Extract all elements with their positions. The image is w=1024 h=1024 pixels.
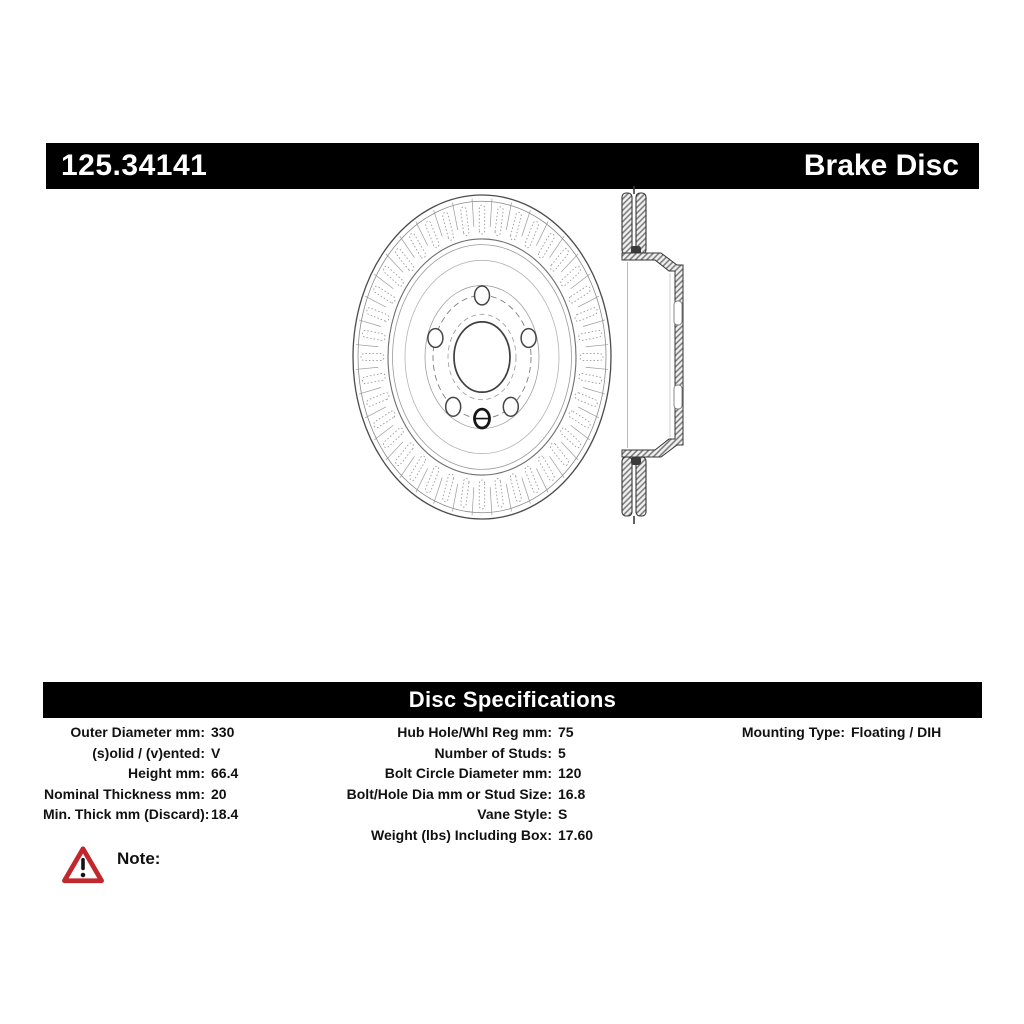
spec-value: 20 (211, 785, 227, 802)
header-bar (46, 143, 979, 189)
spec-row (335, 804, 593, 825)
spec-row (335, 825, 593, 846)
part-number: 125.34141 (61, 149, 208, 182)
spec-value: 18.4 (211, 806, 239, 823)
warning-triangle-icon (61, 845, 105, 885)
spec-label: Height mm: (128, 765, 205, 782)
spec-row (335, 784, 593, 805)
spec-value: S (558, 806, 568, 823)
spec-value: 120 (558, 765, 582, 782)
spec-row (335, 763, 593, 784)
spec-row (335, 743, 593, 764)
spec-column-type (690, 722, 941, 743)
spec-column-mounting (335, 722, 593, 846)
spec-row (335, 722, 593, 743)
spec-row (43, 743, 238, 764)
spec-section-title-bar (43, 682, 982, 718)
spec-section-title: Disc Specifications (408, 687, 617, 712)
spec-label: Bolt Circle Diameter mm: (384, 765, 552, 782)
spec-row (43, 722, 238, 743)
spec-value: 17.60 (558, 826, 594, 843)
spec-value: 66.4 (211, 765, 239, 782)
spec-label: (s)olid / (v)ented: (92, 744, 205, 761)
note-label: Note: (117, 849, 161, 868)
spec-row (43, 784, 238, 805)
spec-label: Nominal Thickness mm: (43, 785, 205, 802)
product-name: Brake Disc (803, 149, 959, 182)
spec-value: 16.8 (558, 785, 586, 802)
spec-label: Vane Style: (477, 806, 552, 823)
spec-value: 330 (211, 724, 235, 740)
spec-label: Number of Studs: (434, 744, 552, 761)
spec-row (43, 763, 238, 784)
spec-label: Outer Diameter mm: (70, 724, 205, 740)
spec-column-dimensions (43, 722, 238, 825)
spec-value: Floating / DIH (851, 724, 942, 740)
brake-disc-cross-section (622, 186, 683, 524)
spec-value: V (211, 744, 221, 761)
brake-disc-front-view (353, 195, 611, 519)
spec-label: Min. Thick mm (Discard): (43, 806, 210, 823)
spec-label: Hub Hole/Whl Reg mm: (397, 724, 552, 740)
spec-label: Mounting Type: (741, 724, 845, 740)
spec-value: 75 (558, 724, 574, 740)
spec-value: 5 (558, 744, 566, 761)
spec-row (43, 804, 238, 825)
spec-label: Weight (lbs) Including Box: (371, 826, 552, 843)
spec-row (690, 722, 941, 743)
spec-label: Bolt/Hole Dia mm or Stud Size: (346, 785, 552, 802)
